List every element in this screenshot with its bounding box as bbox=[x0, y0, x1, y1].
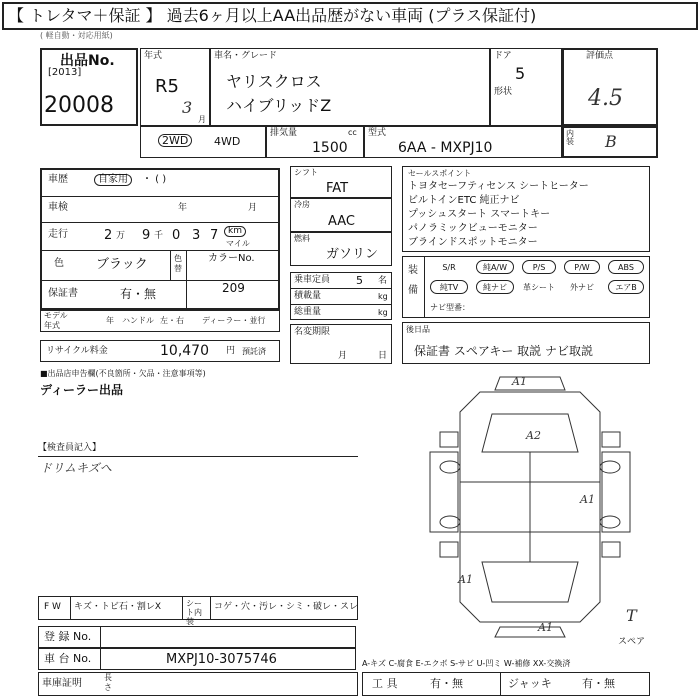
mileage-label: 走行 bbox=[48, 229, 68, 240]
gross-label: 総重量 bbox=[294, 307, 322, 317]
equip-alloy-wheel: 純A/W bbox=[476, 260, 514, 274]
mileage-sen: 9 bbox=[142, 228, 151, 243]
sales-line-3: プッシュスタート スマートキー bbox=[408, 209, 551, 220]
subheader: ( 軽自動・対応用紙) bbox=[40, 31, 113, 40]
equip-power-steering: P/S bbox=[522, 260, 556, 274]
color-code-label: カラーNo. bbox=[208, 253, 255, 264]
fw-items: キズ・トビ石・割レX bbox=[74, 602, 161, 612]
tools-value: 有・無 bbox=[430, 677, 463, 690]
mileage-digit-3: 7 bbox=[210, 228, 219, 243]
warranty-label: 保証書 bbox=[48, 288, 78, 299]
registration-label: 登 録 No. bbox=[44, 630, 92, 643]
later-label: 後日品 bbox=[406, 325, 430, 334]
lot-year-stamp: [2013] bbox=[48, 67, 82, 78]
name-change-month: 月 bbox=[338, 351, 348, 361]
gross-unit: kg bbox=[378, 308, 388, 317]
equip-navi: 純ナビ bbox=[476, 280, 514, 294]
fuel-label: 燃料 bbox=[294, 234, 310, 243]
year-label: 年式 bbox=[144, 51, 163, 61]
declaration-value: ディーラー出品 bbox=[40, 383, 124, 397]
ac-label: 冷房 bbox=[294, 200, 310, 209]
sales-line-1: トヨタセーフティセンス シートヒーター bbox=[408, 181, 589, 192]
doors-value: 5 bbox=[515, 64, 526, 83]
recycle-unit: 円 bbox=[226, 346, 236, 356]
capacity-value: 5 bbox=[356, 274, 363, 287]
legend: A-キズ C-腐食 E-エクボ S-サビ U-凹ミ W-補修 XX-交換済 bbox=[362, 659, 571, 668]
car-diagram bbox=[400, 372, 660, 642]
sales-points-label: セールスポイント bbox=[408, 169, 472, 178]
car-name-line2: ハイブリッドZ bbox=[226, 96, 332, 115]
jack-label: ジャッキ bbox=[508, 677, 552, 690]
shift-label: シフト bbox=[294, 168, 318, 177]
mark-hood: A2 bbox=[526, 429, 541, 442]
color-code: 209 bbox=[222, 281, 245, 295]
model-year-lr: 左・右 bbox=[160, 316, 184, 325]
mark-right-door: A1 bbox=[580, 493, 595, 506]
displacement-value: 1500 bbox=[312, 140, 348, 156]
mark-left-rear: A1 bbox=[458, 573, 473, 586]
chassis-label: 車 台 No. bbox=[44, 652, 92, 665]
model-year-dealer: ディーラー・並行 bbox=[202, 316, 266, 325]
inspector-note: ドリムキズへ bbox=[40, 461, 112, 475]
jack-value: 有・無 bbox=[582, 677, 615, 690]
recycle-label: リサイクル料金 bbox=[46, 346, 108, 356]
spare-mark: T bbox=[626, 606, 637, 625]
drive-4wd: 4WD bbox=[214, 135, 241, 148]
mileage-unit: km bbox=[224, 226, 246, 237]
load-unit: kg bbox=[378, 292, 388, 301]
sales-line-4: パノラミックビューモニター bbox=[408, 223, 538, 234]
seat-label: シート内装 bbox=[186, 599, 202, 626]
mark-front: A1 bbox=[512, 375, 527, 388]
mark-rear: A1 bbox=[538, 621, 553, 634]
equip-airbag: エアB bbox=[608, 280, 644, 294]
mileage-unit2: マイル bbox=[226, 239, 250, 248]
model-year-l2: 年式 bbox=[44, 321, 60, 330]
sales-line-5: ブラインドスポットモニター bbox=[408, 237, 538, 248]
cert-label: 車庫証明 bbox=[42, 678, 82, 689]
equip-abs: ABS bbox=[608, 260, 644, 274]
lot-label: 出品No. bbox=[60, 53, 115, 69]
equip-navi-model: ナビ型番： bbox=[430, 303, 470, 312]
color-label: 色 bbox=[54, 258, 64, 269]
mileage-digit-1: 0 bbox=[172, 228, 181, 243]
lot-number: 20008 bbox=[44, 93, 114, 118]
recycle-value: 10,470 bbox=[160, 343, 209, 359]
doors-label: ドア bbox=[494, 51, 512, 61]
color-value: ブラック bbox=[96, 257, 148, 272]
color-change-label: 色替 bbox=[174, 254, 182, 273]
car-name-label: 車名・グレード bbox=[214, 51, 278, 61]
inspection-month: 月 bbox=[248, 203, 258, 213]
interior-label: 内装 bbox=[566, 129, 574, 146]
fw-label: F W bbox=[44, 602, 61, 612]
model-year-l1: モデル bbox=[44, 311, 68, 320]
inspector-label: 【検査員記入】 bbox=[38, 443, 102, 453]
load-label: 積載量 bbox=[294, 291, 322, 301]
year-month-unit: 月 bbox=[198, 115, 206, 124]
equipment-label-2: 備 bbox=[408, 285, 418, 296]
shift-value: FAT bbox=[326, 181, 349, 196]
inspection-year: 年 bbox=[178, 203, 188, 213]
sales-line-2: ビルトインETC 純正ナビ bbox=[408, 195, 520, 206]
displacement-unit: cc bbox=[348, 128, 357, 137]
model-year-handle: ハンドル bbox=[122, 316, 154, 325]
history-label: 車歴 bbox=[48, 174, 68, 185]
equip-leather: 革シート bbox=[523, 283, 555, 292]
cert-sub2: さ bbox=[104, 683, 112, 692]
cert-box bbox=[38, 672, 358, 696]
car-name-line1: ヤリスクロス bbox=[226, 72, 322, 91]
equip-ext-navi: 外ナビ bbox=[570, 283, 594, 292]
mileage-sen-unit: 千 bbox=[154, 231, 164, 241]
mileage-man-unit: 万 bbox=[116, 231, 126, 241]
shape-label: 形状 bbox=[494, 87, 513, 97]
warranty-value: 有・無 bbox=[120, 287, 157, 301]
history-rest: ・ ( ) bbox=[142, 174, 167, 185]
cert-sub1: 長 bbox=[104, 673, 112, 682]
recycle-deposit: 預託済 bbox=[242, 347, 266, 356]
model-label: 型式 bbox=[368, 128, 387, 138]
year-month: 3 bbox=[182, 98, 193, 117]
model-year-year: 年 bbox=[106, 316, 114, 325]
capacity-label: 乗車定員 bbox=[294, 275, 331, 285]
fuel-value: ガソリン bbox=[326, 247, 379, 262]
declaration-label: ■出品店申告欄(不良箇所・欠品・注意事項等) bbox=[40, 369, 206, 378]
equipment-label-1: 装 bbox=[408, 265, 418, 276]
equip-tv: 純TV bbox=[430, 280, 468, 294]
displacement-label: 排気量 bbox=[270, 128, 298, 138]
tools-label: 工 具 bbox=[372, 677, 398, 690]
model-value: 6AA - MXPJ10 bbox=[398, 140, 493, 156]
ac-value: AAC bbox=[328, 214, 355, 229]
name-change-day: 日 bbox=[378, 351, 388, 361]
drive-2wd: 2WD bbox=[158, 134, 192, 147]
name-change-label: 名変期限 bbox=[294, 327, 331, 337]
banner-text: 【 トレタマ＋保証 】 過去6ヶ月以上AA出品歴がない車両 (プラス保証付) bbox=[8, 6, 537, 25]
equip-sr: S/R bbox=[442, 263, 456, 272]
mileage-digit-2: 3 bbox=[192, 228, 201, 243]
history-value: 自家用 bbox=[94, 174, 132, 186]
spare-label: スペア bbox=[618, 637, 646, 647]
capacity-unit: 名 bbox=[378, 276, 388, 286]
score-label: 評価点 bbox=[586, 51, 614, 61]
inspection-label: 車検 bbox=[48, 202, 68, 213]
later-value: 保証書 スペアキー 取説 ナビ取説 bbox=[414, 344, 593, 358]
year-era: R5 bbox=[155, 76, 179, 97]
seat-items: コゲ・穴・汚レ・シミ・破レ・スレ bbox=[214, 602, 359, 612]
equip-power-window: P/W bbox=[564, 260, 600, 274]
interior-value: B bbox=[605, 132, 617, 151]
chassis-value: MXPJ10-3075746 bbox=[166, 652, 277, 667]
score-value: 4.5 bbox=[588, 86, 623, 111]
mileage-man: 2 bbox=[104, 228, 113, 243]
